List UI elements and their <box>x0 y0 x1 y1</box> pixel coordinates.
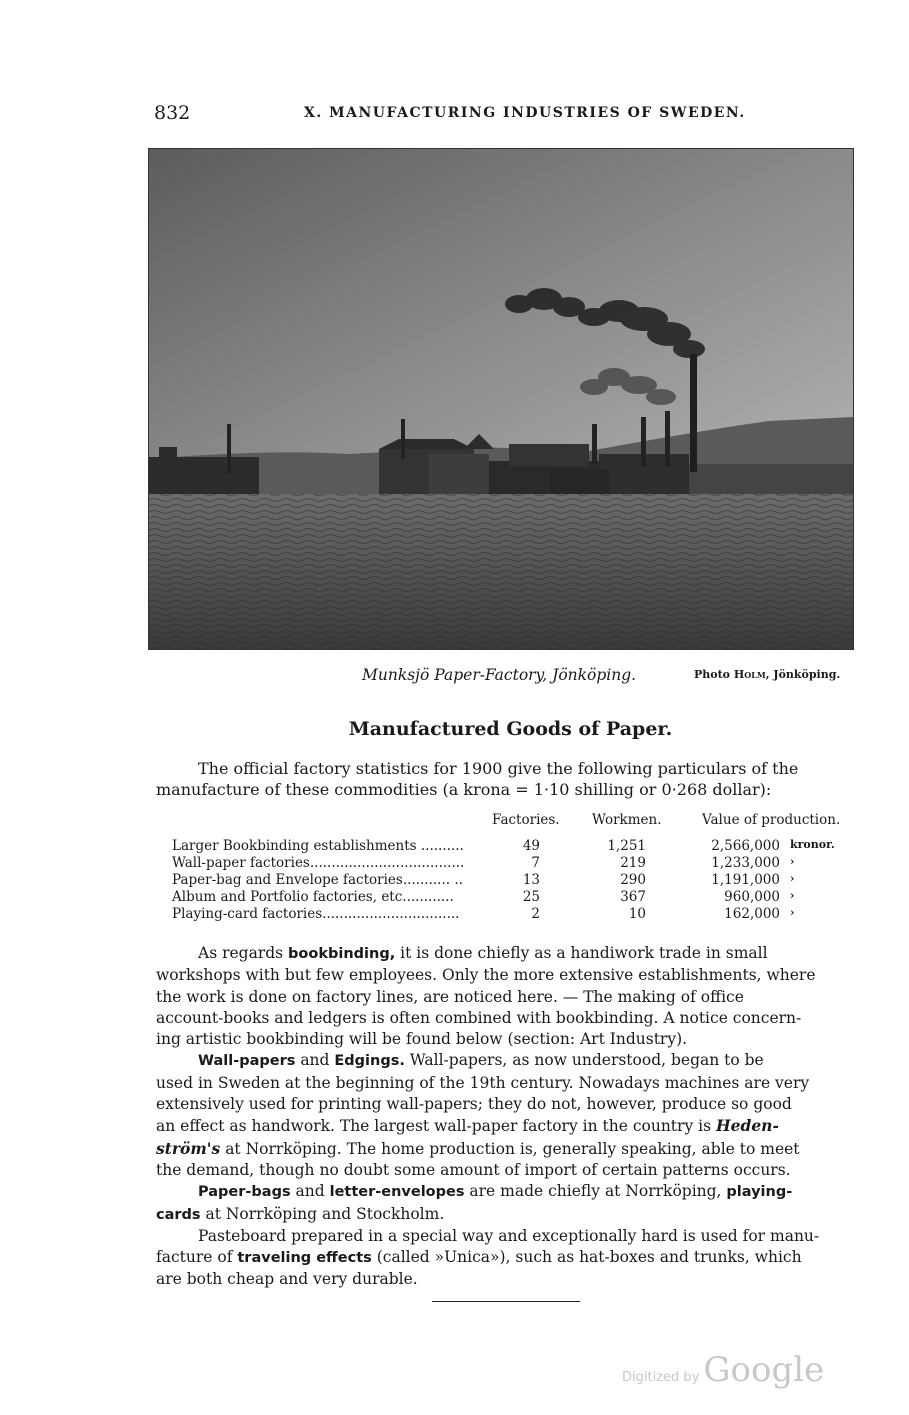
text-run: at Norrköping. The home production is, generally speaking, able to meet <box>220 1139 800 1158</box>
row-value: 162,000 <box>724 906 780 922</box>
text-line <box>156 1204 850 1226</box>
paragraph-bookbinding <box>156 943 850 1050</box>
row-factories: 2 <box>531 906 540 922</box>
header-value: Value of production. <box>702 812 841 828</box>
keyword-playing-cards: cards <box>156 1206 201 1223</box>
keyword-wall-papers: Wall-papers <box>198 1053 296 1070</box>
table-row <box>172 855 852 872</box>
row-value: 960,000 <box>724 889 780 905</box>
row-label: Playing-card factories................................ <box>172 906 460 922</box>
figure-caption: Munksjö Paper-Factory, Jönköping. <box>362 666 637 684</box>
row-unit: › <box>790 906 795 919</box>
text-run: Wall-papers, as now understood, began to be <box>404 1051 764 1070</box>
keyword-paper-bags: Paper-bags <box>198 1184 291 1201</box>
row-workmen: 290 <box>620 872 646 888</box>
row-factories: 25 <box>522 889 540 905</box>
text-line: are both cheap and very durable. <box>156 1270 418 1289</box>
header-factories: Factories. <box>492 812 560 828</box>
text-run: and <box>290 1182 330 1201</box>
keyword-bookbinding: bookbinding, <box>288 946 396 962</box>
row-value: 1,233,000 <box>711 855 780 871</box>
row-factories: 49 <box>522 838 540 854</box>
watermark-prefix: Digitized by <box>622 1370 700 1385</box>
row-workmen: 10 <box>628 906 646 922</box>
text-line <box>156 1138 850 1160</box>
intro-line: manufacture of these commodities (a krona = 1·10 shilling or 0·268 dollar): <box>156 780 772 799</box>
table-row <box>172 889 852 906</box>
row-unit: › <box>790 872 795 885</box>
text-line <box>156 1115 850 1137</box>
row-label: Wall-paper factories.................................... <box>172 855 465 871</box>
name-hedenstrom: Heden- <box>715 1116 779 1136</box>
text-line: used in Sweden at the beginning of the 19th century. Nowadays machines are very <box>156 1073 810 1092</box>
digitized-watermark <box>622 1350 824 1390</box>
photo-credit <box>694 668 840 681</box>
text-line: the work is done on factory lines, are noticed here. — The making of office <box>156 987 744 1006</box>
credit-prefix: Photo <box>694 668 734 681</box>
keyword-edgings: Edgings. <box>334 1053 405 1070</box>
row-unit: › <box>790 855 795 868</box>
body-text <box>156 943 850 1291</box>
row-factories: 13 <box>522 872 540 888</box>
section-end-rule <box>432 1301 580 1302</box>
section-title-text: Manufactured Goods of Paper. <box>348 718 673 740</box>
section-title <box>0 718 909 740</box>
text-run: As regards <box>198 944 289 962</box>
page-number: 832 <box>154 102 191 124</box>
row-label: Paper-bag and Envelope factories........... .. <box>172 872 463 888</box>
keyword-letter-envelopes: letter-envelopes <box>329 1184 465 1201</box>
name-hedenstrom: ström's <box>156 1138 221 1158</box>
text-line: ing artistic bookbinding will be found below (section: Art Industry). <box>156 1030 688 1049</box>
header-workmen: Workmen. <box>592 812 662 828</box>
running-header <box>154 102 746 126</box>
row-value: 1,191,000 <box>711 872 780 888</box>
google-logo: Google <box>703 1350 825 1390</box>
keyword-traveling-effects: traveling effects <box>237 1250 372 1267</box>
table-row <box>172 838 852 855</box>
row-label: Larger Bookbinding establishments .......... <box>172 838 464 854</box>
row-workmen: 1,251 <box>607 838 646 854</box>
paragraph-wall-papers <box>156 1050 850 1181</box>
factory-photograph <box>148 148 854 650</box>
text-line <box>156 1247 850 1269</box>
text-line: the demand, though no doubt some amount of import of certain patterns occurs. <box>156 1160 791 1179</box>
text-line: account-books and ledgers is often combined with bookbinding. A notice concern- <box>156 1008 802 1027</box>
text-run: are made chiefly at Norrköping, <box>464 1182 727 1201</box>
intro-paragraph <box>156 758 850 800</box>
credit-photographer: Holm <box>733 668 766 681</box>
text-line <box>156 1050 850 1072</box>
credit-place: , Jönköping. <box>765 668 841 681</box>
text-run: (called »Unica»), such as hat-boxes and trunks, which <box>371 1248 802 1267</box>
text-run: at Norrköping and Stockholm. <box>200 1204 445 1223</box>
text-run: and <box>295 1051 335 1070</box>
text-run: an effect as handwork. The largest wall-paper factory in the country is <box>156 1117 716 1136</box>
row-factories: 7 <box>531 855 540 871</box>
row-workmen: 219 <box>620 855 646 871</box>
paragraph-paper-bags <box>156 1181 850 1226</box>
table-row <box>172 872 852 889</box>
table-row <box>172 906 852 923</box>
keyword-playing-cards: playing- <box>726 1184 793 1201</box>
text-line <box>156 943 850 965</box>
running-title: X. MANUFACTURING INDUSTRIES OF SWEDEN. <box>304 105 746 121</box>
row-unit: kronor. <box>790 838 835 851</box>
row-unit: › <box>790 889 795 902</box>
row-value: 2,566,000 <box>711 838 780 854</box>
text-run: facture of <box>156 1248 238 1267</box>
text-line: extensively used for printing wall-papers; they do not, however, produce so good <box>156 1095 792 1114</box>
text-line: workshops with but few employees. Only the more extensive establishments, where <box>156 966 816 985</box>
paragraph-pasteboard <box>156 1226 850 1291</box>
row-label: Album and Portfolio factories, etc............ <box>172 889 454 905</box>
text-line <box>156 1181 850 1203</box>
intro-line: The official factory statistics for 1900 give the following particulars of the <box>198 759 799 778</box>
text-line: Pasteboard prepared in a special way and exceptionally hard is used for manu- <box>198 1226 820 1245</box>
factory-photo-illustration <box>149 149 853 649</box>
text-run: it is done chiefly as a handiwork trade in small <box>395 944 768 962</box>
row-workmen: 367 <box>620 889 646 905</box>
